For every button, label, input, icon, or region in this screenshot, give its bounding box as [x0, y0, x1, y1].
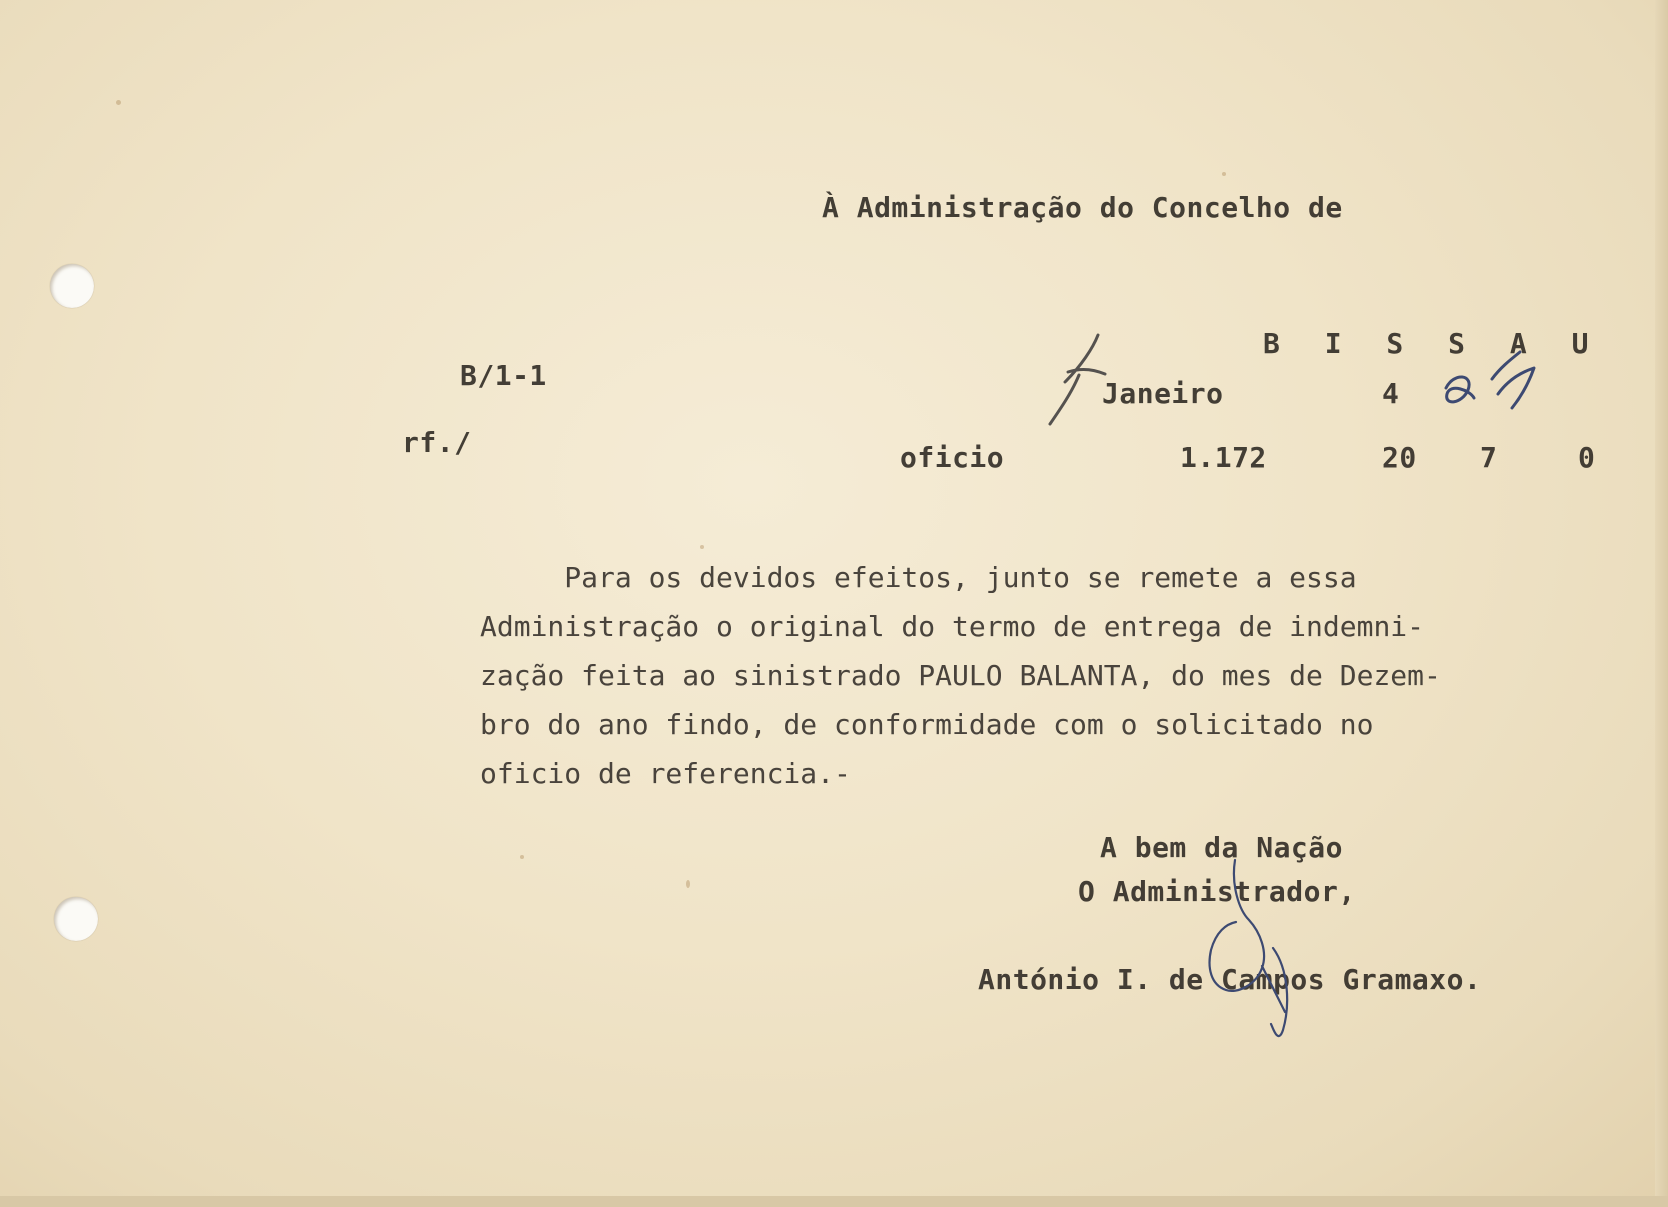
- handwritten-day-mark: [1050, 335, 1105, 424]
- punch-hole-top: [50, 264, 94, 308]
- body-line: oficio de referencia.-: [480, 757, 851, 790]
- body-line: Administração o original do termo de entrega de indemni-: [480, 610, 1425, 643]
- paper-stain: [1222, 172, 1226, 176]
- date-month: Janeiro: [1102, 377, 1224, 410]
- signatory-title: O Administrador,: [1078, 875, 1356, 908]
- date-line-value: 4: [1382, 377, 1400, 410]
- letter-body: [480, 553, 1620, 798]
- paper-stain: [686, 880, 690, 888]
- reference-code: B/1-1: [460, 359, 547, 392]
- paper-edge-bottom: [0, 1196, 1668, 1207]
- paper-stain: [700, 545, 704, 549]
- oficio-month: 7: [1480, 441, 1498, 474]
- signatory-name: António I. de Campos Gramaxo.: [978, 963, 1482, 996]
- place-name: B I S S A U: [1263, 327, 1603, 360]
- oficio-extra: 0: [1578, 441, 1596, 474]
- body-line: zação feita ao sinistrado PAULO BALANTA, do mes de Dezem-: [480, 659, 1441, 692]
- body-line: bro do ano findo, de conformidade com o solicitado no: [480, 708, 1374, 741]
- oficio-number: 1.172: [1180, 441, 1267, 474]
- oficio-label: oficio: [900, 441, 1005, 474]
- addressee-line: À Administração do Concelho de: [822, 191, 1343, 224]
- paper-stain: [520, 855, 524, 859]
- body-line: Para os devidos efeitos, junto se remete a essa: [480, 561, 1357, 594]
- paper-edge-right: [1655, 0, 1668, 1207]
- oficio-day: 20: [1382, 441, 1417, 474]
- reference-abbrev: rf./: [402, 426, 472, 459]
- paper-stain: [116, 100, 121, 105]
- closing-phrase: A bem da Nação: [1100, 831, 1344, 864]
- punch-hole-bottom: [54, 897, 98, 941]
- handwritten-annotation: [1446, 352, 1534, 408]
